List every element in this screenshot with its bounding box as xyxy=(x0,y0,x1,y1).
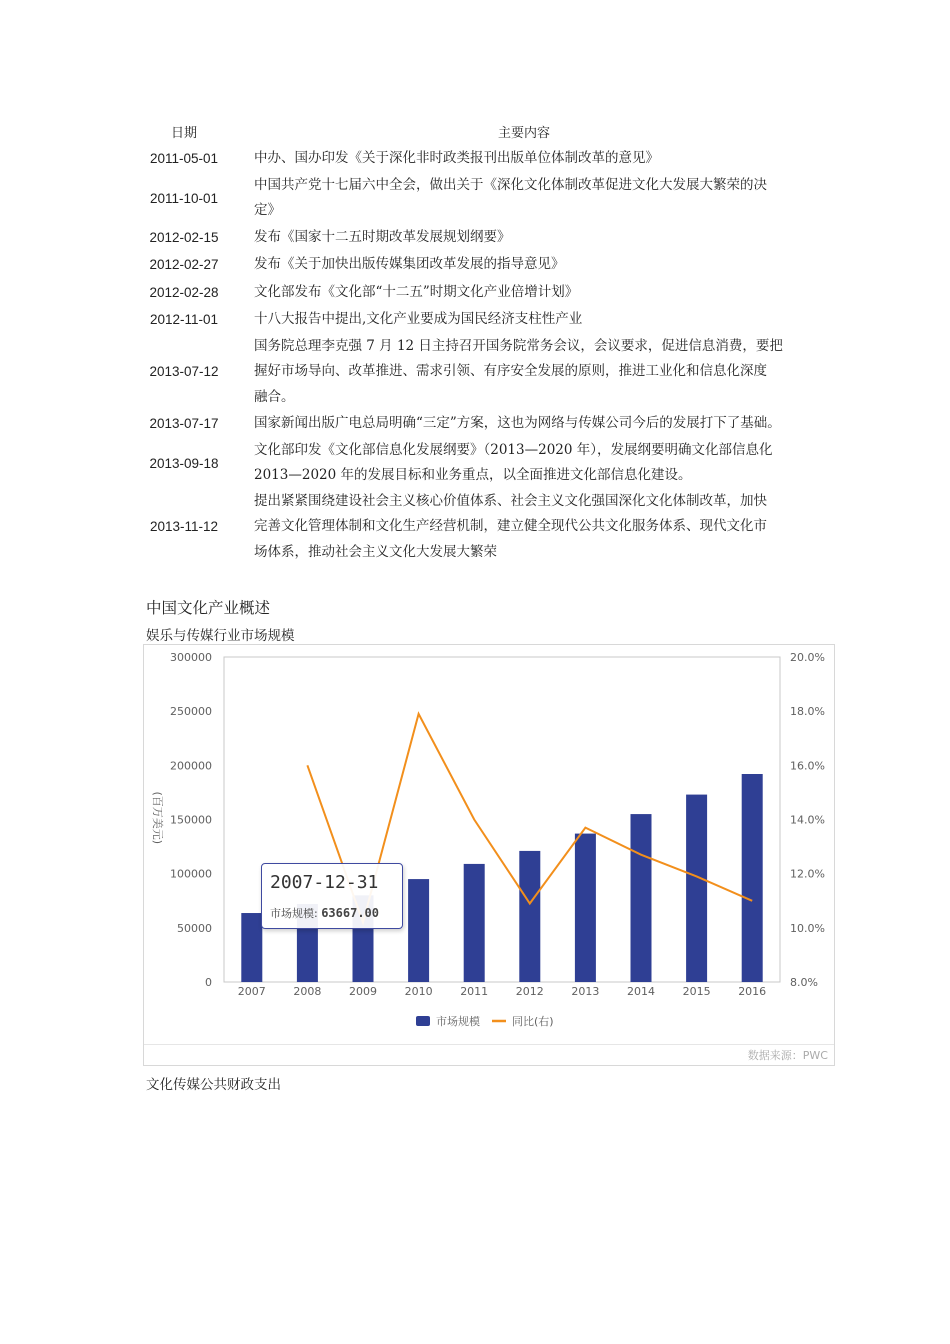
table-row xyxy=(138,489,818,566)
table-row xyxy=(138,145,818,173)
table-row xyxy=(138,173,818,224)
content-line: 文化部印发《文化部信息化发展纲要》（2013—2020 年），发展纲要明确文化部信息化 xyxy=(254,441,773,458)
table-row xyxy=(138,251,818,279)
row-date: 2012-11-01 xyxy=(149,312,219,328)
row-content xyxy=(230,224,818,252)
row-content xyxy=(230,279,818,307)
bar xyxy=(742,774,763,982)
table-row xyxy=(138,224,818,252)
table-row xyxy=(138,438,818,489)
content-line: 发布《国家十二五时期改革发展规划纲要》 xyxy=(254,228,511,245)
content-line: 提出紧紧围绕建设社会主义核心价值体系、社会主义文化强国深化文化体制改革，加快 xyxy=(254,492,767,509)
date-column-header: 日期 xyxy=(170,126,197,141)
table-row xyxy=(138,410,818,438)
x-tick-label: 2014 xyxy=(627,985,655,998)
x-tick-label: 2009 xyxy=(349,985,377,998)
bar xyxy=(408,879,429,982)
row-date: 2011-10-01 xyxy=(149,190,219,206)
bar xyxy=(241,913,262,982)
row-content xyxy=(230,145,818,173)
y2-tick-label: 8.0% xyxy=(790,976,818,989)
content-line: 完善文化管理体制和文化生产经营机制，建立健全现代公共文化服务体系、现代文化市 xyxy=(254,518,767,534)
table-row xyxy=(138,334,818,411)
y2-tick-label: 18.0% xyxy=(790,705,825,719)
row-content xyxy=(230,173,818,224)
x-tick-label: 2011 xyxy=(460,985,489,998)
content-line: 中国共产党十七届六中全会，做出关于《深化文化体制改革促进文化大发展大繁荣的决 xyxy=(254,176,767,193)
row-date: 2013-07-17 xyxy=(149,416,219,432)
market-size-chart xyxy=(143,644,835,1066)
bar xyxy=(464,864,485,982)
row-date: 2012-02-15 xyxy=(149,229,219,245)
table-row xyxy=(138,279,818,307)
content-line: 融合。 xyxy=(254,388,295,405)
x-tick-label: 2010 xyxy=(404,985,433,998)
content-line: 文化部发布《文化部“十二五”时期文化产业倍增计划》 xyxy=(254,283,579,300)
bar xyxy=(575,834,596,982)
y-tick-label: 300000 xyxy=(170,651,212,664)
bar xyxy=(519,851,540,982)
row-content xyxy=(230,489,818,566)
content-line: 定》 xyxy=(254,202,281,218)
chart-source: 数据来源：PWC xyxy=(747,1049,828,1062)
chart-tooltip xyxy=(261,863,403,929)
y-tick-label: 150000 xyxy=(170,813,212,827)
x-tick-label: 2012 xyxy=(515,985,544,998)
tooltip-label: 市场规模 xyxy=(270,907,314,920)
content-column-header: 主要内容 xyxy=(497,126,550,141)
source-divider xyxy=(144,1044,834,1045)
content-line: 国务院总理李克强 7 月 12 日主持召开国务院常务会议，会议要求，促进信息消费，要把 xyxy=(254,337,783,354)
bar xyxy=(631,814,652,982)
y2-tick-label: 12.0% xyxy=(790,867,825,881)
y-tick-label: 100000 xyxy=(170,867,212,881)
bar xyxy=(686,795,707,982)
legend-line-label: 同比(右) xyxy=(512,1015,554,1028)
row-date: 2011-05-01 xyxy=(149,151,219,167)
row-date: 2013-07-12 xyxy=(149,364,219,380)
section-title: 中国文化产业概述 xyxy=(146,599,271,617)
row-date: 2013-11-12 xyxy=(149,519,219,535)
row-content xyxy=(230,410,818,438)
legend-bar-label: 市场规模 xyxy=(436,1015,480,1028)
x-tick-label: 2016 xyxy=(738,985,767,998)
table-row xyxy=(138,306,818,334)
y2-tick-label: 14.0% xyxy=(790,813,825,827)
x-tick-label: 2015 xyxy=(682,985,711,998)
row-date: 2012-02-28 xyxy=(149,284,219,300)
row-date: 2013-09-18 xyxy=(149,455,219,471)
content-line: 场体系，推动社会主义文化大发展大繁荣 xyxy=(254,543,497,560)
x-tick-label: 2008 xyxy=(293,985,322,998)
tooltip-value: 63667.00 xyxy=(321,906,379,920)
y-tick-label: 0 xyxy=(205,976,212,989)
content-line: 十八大报告中提出,文化产业要成为国民经济支柱性产业 xyxy=(254,311,583,327)
row-content xyxy=(230,334,818,411)
x-tick-label: 2013 xyxy=(571,985,600,998)
tooltip-date: 2007-12-31 xyxy=(270,872,379,893)
content-line: 发布《关于加快出版传媒集团改革发展的指导意见》 xyxy=(254,256,565,272)
chart-caption: 娱乐与传媒行业市场规模 xyxy=(146,628,295,644)
row-content xyxy=(230,251,818,279)
policy-table xyxy=(138,120,818,565)
content-line: 2013—2020 年的发展目标和业务重点，以全面推进文化部信息化建设。 xyxy=(254,467,692,483)
y2-tick-label: 16.0% xyxy=(790,759,825,773)
content-line: 握好市场导向、改革推进、需求引领、有序安全发展的原则，推进工业化和信息化深度 xyxy=(254,363,767,379)
legend-bar-swatch xyxy=(416,1016,430,1026)
y-axis-label: (百万美元) xyxy=(151,791,164,845)
y2-tick-label: 20.0% xyxy=(790,651,825,664)
row-content xyxy=(230,306,818,334)
y-tick-label: 200000 xyxy=(170,759,212,773)
content-line: 国家新闻出版广电总局明确“三定”方案，这也为网络与传媒公司今后的发展打下了基础。 xyxy=(254,415,781,431)
row-content xyxy=(230,438,818,489)
y2-tick-label: 10.0% xyxy=(790,921,825,935)
next-section-caption: 文化传媒公共财政支出 xyxy=(146,1077,281,1093)
content-line: 中办、国办印发《关于深化非时政类报刊出版单位体制改革的意见》 xyxy=(254,150,659,166)
y-tick-label: 50000 xyxy=(177,921,212,935)
row-date: 2012-02-27 xyxy=(149,257,219,273)
x-tick-label: 2007 xyxy=(237,985,266,998)
y-tick-label: 250000 xyxy=(170,705,212,719)
tooltip-row: 市场规模: 63667.00 xyxy=(270,906,379,920)
